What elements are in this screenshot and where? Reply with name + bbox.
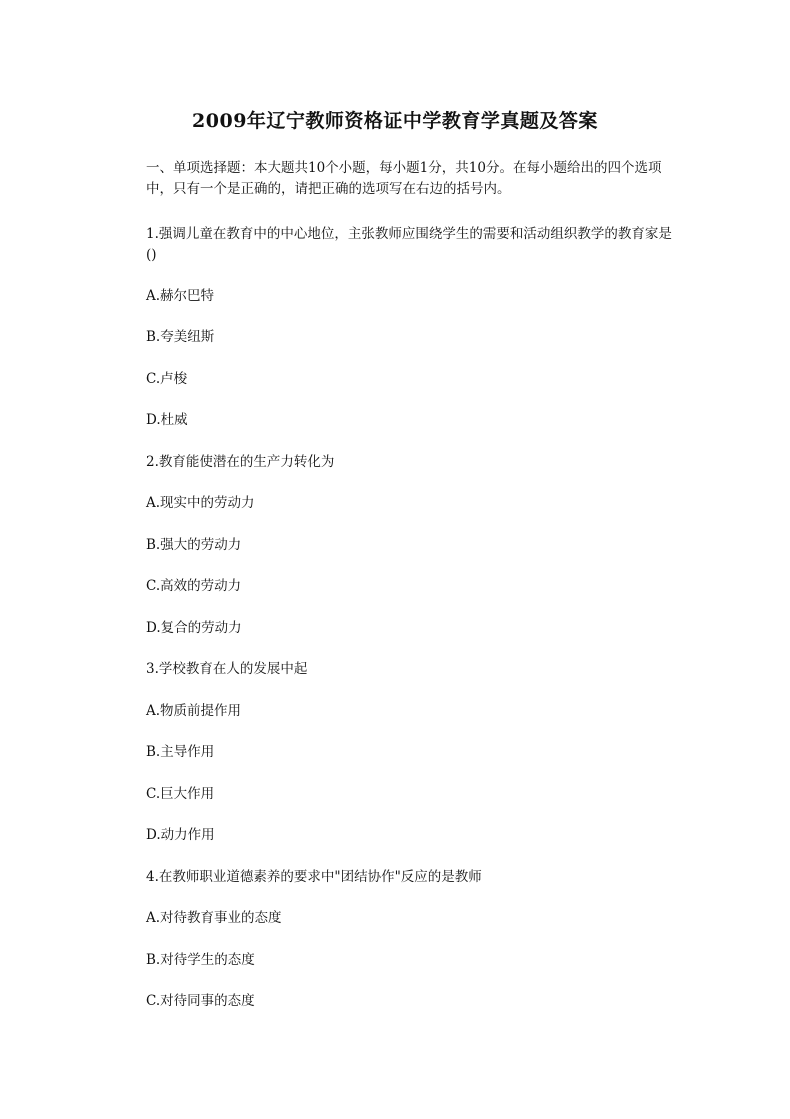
option-1d: D.杜威 [146,412,188,428]
question-2: 2.教育能使潜在的生产力转化为 [146,454,335,470]
option-3d: D.动力作用 [146,827,215,843]
option-1c: C.卢梭 [146,371,188,387]
option-3c: C.巨大作用 [146,786,215,802]
question-1 [120,224,672,266]
option-3b: B.主导作用 [146,744,215,760]
section-instructions [120,158,672,200]
option-3a: A.物质前提作用 [146,703,242,719]
option-1a: A.赫尔巴特 [146,288,215,304]
instructions-text: 一、单项选择题：本大题共10个小题，每小题1分，共10分。在每小题给出的四个选项中，只有一个是正确的，请把正确的选项写在右边的括号内。 [146,160,662,197]
option-2c: C.高效的劳动力 [146,578,242,594]
question-4: 4.在教师职业道德素养的要求中"团结协作"反应的是教师 [146,869,482,885]
option-2a: A.现实中的劳动力 [146,495,255,511]
option-4c: C.对待同事的态度 [146,993,255,1009]
question-3: 3.学校教育在人的发展中起 [146,661,308,677]
document-title: 2009年辽宁教师资格证中学教育学真题及答案 [192,110,598,132]
option-2d: D.复合的劳动力 [146,620,242,636]
option-1b: B.夸美纽斯 [146,329,215,345]
option-4a: A.对待教育事业的态度 [146,910,282,926]
question-text: 1.强调儿童在教育中的中心地位，主张教师应围绕学生的需要和活动组织教学的教育家是() [146,226,672,263]
option-2b: B.强大的劳动力 [146,537,242,553]
option-4b: B.对待学生的态度 [146,952,255,968]
